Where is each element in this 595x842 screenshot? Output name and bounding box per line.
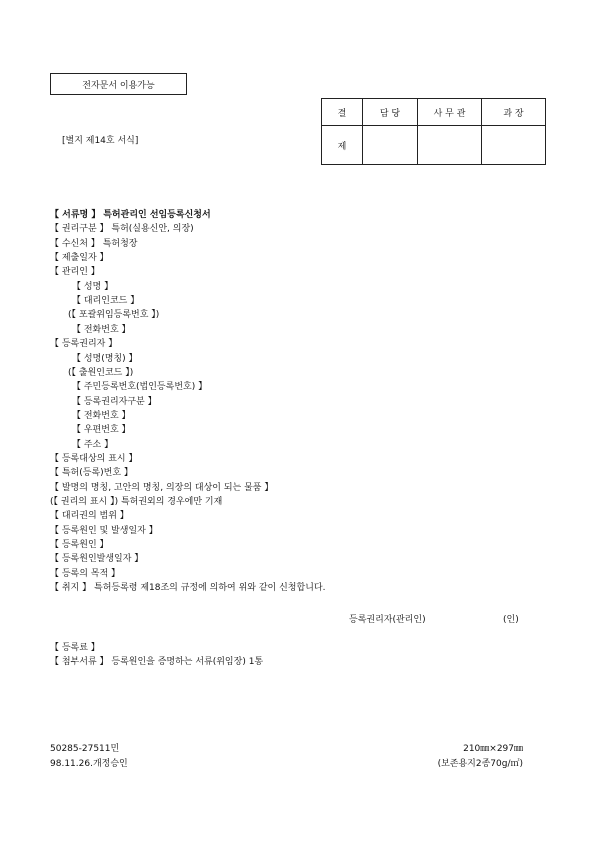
form-line: [50, 265, 100, 279]
form-line-value: 특허관리인 선임등록신청서: [103, 210, 211, 220]
form-line: [72, 395, 157, 409]
form-line-label: 【 전화번호 】: [72, 410, 131, 421]
form-line-value: 특허권외의 경우에만 기재: [120, 497, 223, 507]
form-line: [72, 323, 131, 337]
approval-sign-officer: [418, 126, 482, 165]
signature-seal: (인): [503, 615, 519, 625]
form-line-label: 【 서류명 】: [50, 210, 101, 220]
footer-paper-type: (보존용지2종70g/㎡): [437, 759, 523, 769]
footer-form-code: 50285-27511민: [50, 744, 120, 754]
form-line: [50, 208, 211, 222]
form-line-label: 【 대리인코드 】: [72, 296, 140, 307]
form-line-label: 【 등록원인 】: [50, 540, 109, 551]
form-line: [68, 366, 133, 380]
approval-col-charge: 담 당: [363, 99, 418, 126]
form-line-value: 특허(실용신안, 의장): [111, 224, 194, 235]
form-line: [50, 466, 133, 480]
form-line-label: (【 포괄위임등록번호 】): [68, 310, 160, 321]
form-line-label: 【 대리권의 범위 】: [50, 511, 129, 522]
form-line: [50, 524, 158, 538]
form-line-label: 【 전화번호 】: [72, 324, 131, 335]
approval-sign-charge: [363, 126, 418, 165]
footer-approval-date: 98.11.26.개정승인: [50, 759, 128, 769]
form-line: [50, 222, 194, 236]
form-line-label: 【 등록료 】: [50, 643, 100, 653]
form-line-label: 【 취지 】: [50, 583, 92, 594]
footer-paper-size: 210㎜×297㎜: [463, 744, 523, 754]
approval-sign-director: [482, 126, 546, 165]
approval-table: [321, 98, 546, 165]
form-line: [50, 452, 137, 466]
form-line-label: 【 첨부서류 】: [50, 657, 109, 667]
form-line-label: 【 성명(명칭) 】: [72, 353, 138, 364]
form-line: [50, 567, 120, 581]
form-line: [50, 581, 325, 595]
form-line: [50, 495, 222, 509]
form-line-value: 특허등록령 제18조의 규정에 의하여 위와 같이 신청합니다.: [94, 583, 326, 594]
form-line: [68, 308, 159, 322]
form-line-value: 특허청장: [102, 238, 138, 249]
electronic-document-label: 전자문서 이용가능: [50, 73, 187, 95]
form-line-label: 【 등록대상의 표시 】: [50, 453, 138, 464]
approval-col-officer: 사 무 관: [418, 99, 482, 126]
form-line-label: 【 등록권리자 】: [50, 339, 118, 350]
form-line-label: 【 성명 】: [72, 281, 114, 292]
form-line-label: 【 등록권리자구분 】: [72, 396, 157, 407]
form-line: [72, 294, 139, 308]
form-line-label: (【 권리의 표시 】): [50, 497, 119, 507]
form-line-label: 【 관리인 】: [50, 267, 100, 278]
form-line-label: 【 주소 】: [72, 439, 114, 450]
form-line: [72, 423, 131, 437]
form-line: [50, 251, 109, 265]
form-number: [별지 제14호 서식]: [62, 136, 139, 146]
form-line-value: 등록원인을 증명하는 서류(위임장) 1통: [111, 657, 264, 667]
form-line: [50, 481, 273, 495]
form-line: [72, 352, 138, 366]
form-line: [50, 641, 100, 655]
form-line: [72, 438, 113, 452]
form-line-label: 【 권리구분 】: [50, 224, 109, 235]
form-line: [72, 280, 113, 294]
form-line-label: 【 우편번호 】: [72, 425, 131, 436]
signature-label: 등록권리자(관리인): [349, 615, 426, 625]
form-line: [72, 380, 207, 394]
form-line: [50, 509, 129, 523]
approval-side-label-bottom: 제: [322, 126, 363, 165]
form-line: [50, 237, 137, 251]
form-line-label: 【 등록원인발생일자 】: [50, 554, 144, 565]
approval-col-director: 과 장: [482, 99, 546, 126]
form-line-label: 【 등록원인 및 발생일자 】: [50, 525, 158, 536]
form-line-label: 【 주민등록번호(법인등록번호) 】: [72, 382, 208, 393]
form-line-label: 【 발명의 명칭, 고안의 명칭, 의장의 대상이 되는 물품 】: [50, 482, 274, 493]
form-line-label: 【 제출일자 】: [50, 253, 109, 264]
form-line: [72, 409, 131, 423]
form-line: [50, 538, 109, 552]
form-line-label: 【 특허(등록)번호 】: [50, 468, 133, 479]
form-line-label: 【 수신처 】: [50, 238, 100, 249]
form-line-label: (【 출원인코드 】): [68, 367, 134, 378]
approval-side-label-top: 결: [322, 99, 363, 126]
form-line: [50, 552, 143, 566]
form-line: [50, 337, 117, 351]
form-line-label: 【 등록의 목적 】: [50, 568, 121, 579]
form-line: [50, 655, 263, 669]
